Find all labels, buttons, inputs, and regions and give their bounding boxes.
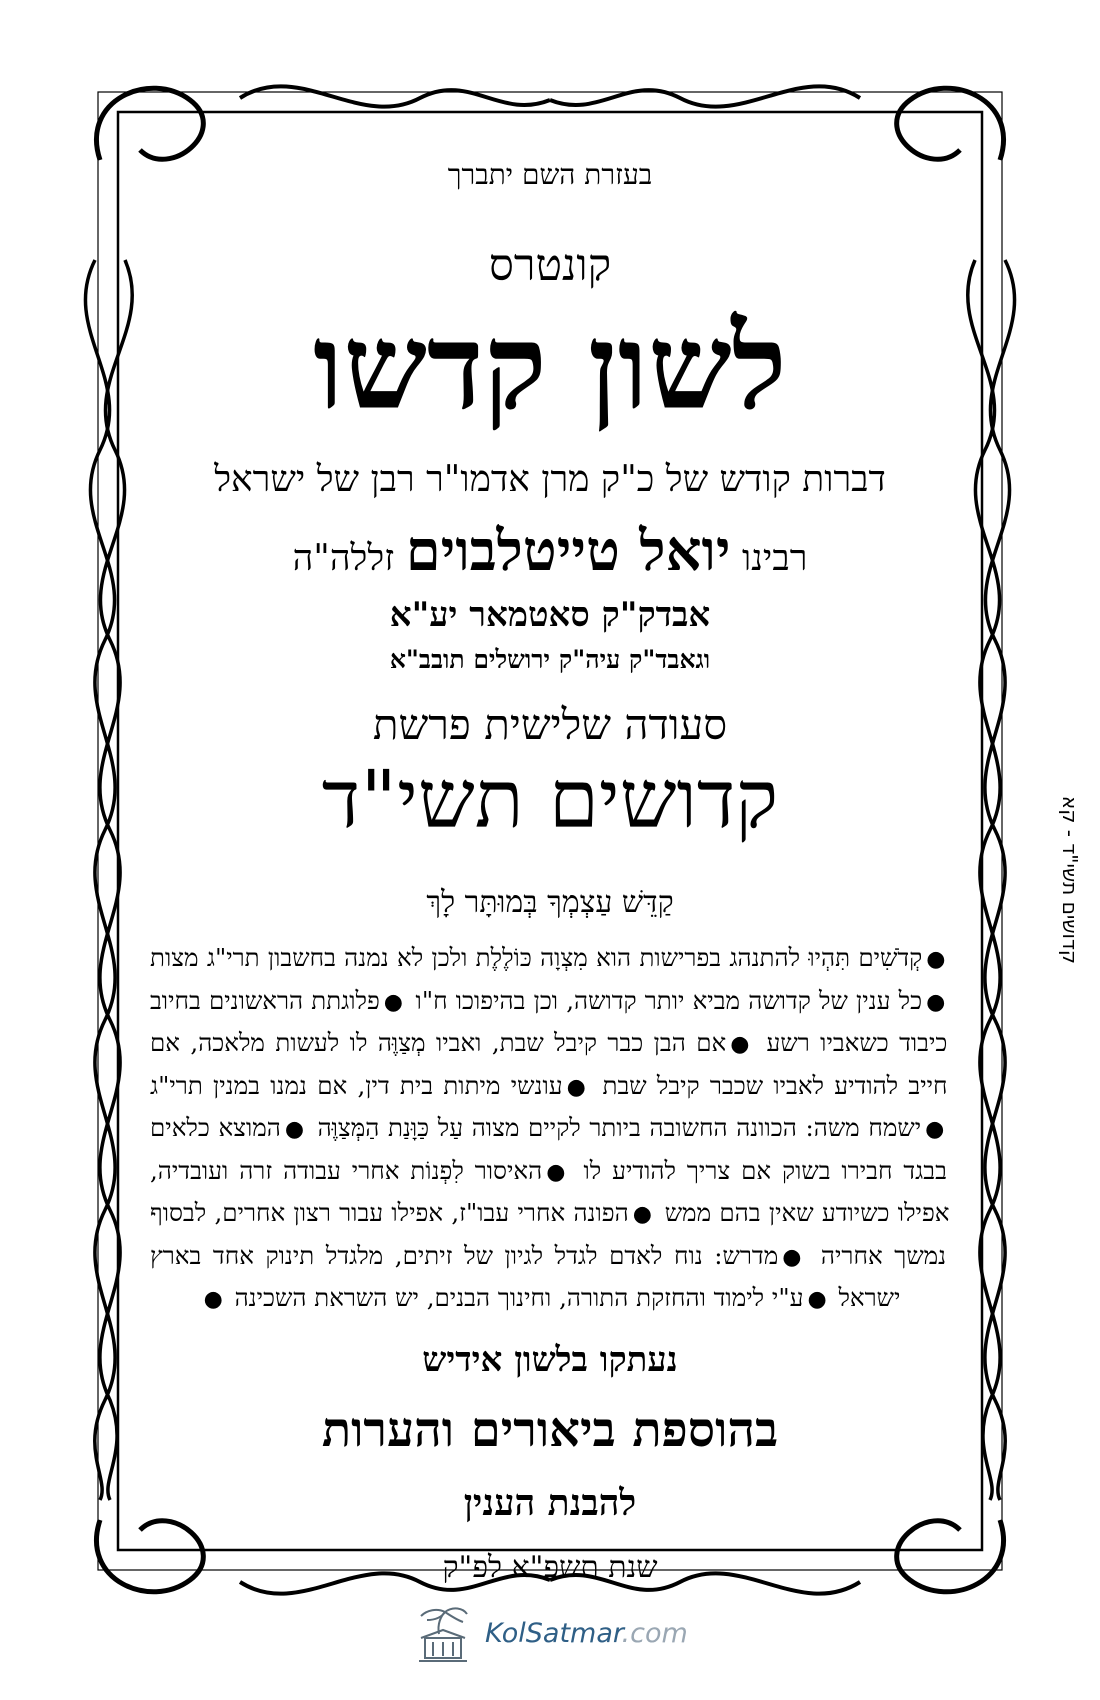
summary-item: מדרש: נוח לאדם לגדל לגיון של זיתים, מלגדל תינוק אחד בארץ ישראל xyxy=(150,1240,901,1312)
palm-tree-building-icon xyxy=(415,1606,471,1666)
author-descriptor: דברות קודש של כ"ק מרן אדמו"ר רבן של ישראל xyxy=(214,459,886,500)
summary-paragraph xyxy=(150,938,950,1321)
summary-item: קְדֹשִׁים תִּהְיוּ להתנהג בפרישות הוא מִצְוָה כּוֹלֶלֶת ולכן לא נמנה בחשבון תרי"ג מצות xyxy=(150,943,923,972)
occasion-line: סעודה שלישית פרשת xyxy=(372,700,728,749)
bullet-icon: ● xyxy=(925,1117,946,1142)
translation-note: נעתקו בלשון אידיש xyxy=(422,1340,678,1380)
top-dedication: בעזרת השם יתברך xyxy=(447,158,653,191)
bullet-icon: ● xyxy=(926,989,946,1015)
title-page xyxy=(150,140,950,1585)
main-title: לשון קדשו xyxy=(313,297,787,436)
author-suffix: זללה"ה xyxy=(292,538,395,579)
bullet-icon: ● xyxy=(782,1244,806,1270)
author-prefix: רבינו xyxy=(742,538,808,579)
site-logo[interactable] xyxy=(415,1606,725,1666)
publication-year: שנת תשפ"א לפ"ק xyxy=(442,1550,658,1585)
summary-item: ע"י לימוד והחזקת התורה, וחינוך הבנים, יש השראת השכינה xyxy=(234,1283,804,1312)
author-title: אבדק"ק סאטמאר יע"א xyxy=(389,595,711,635)
site-name-tld: .com xyxy=(621,1618,688,1649)
bullet-icon: ● xyxy=(566,1074,589,1100)
site-name-main: KolSatmar xyxy=(485,1618,622,1649)
summary-item: הפונה אחרי עבו"ז, אפילו עבור רצון אחרים, לבסוף נמשך אחריה xyxy=(150,1198,947,1270)
bullet-icon: ● xyxy=(546,1159,569,1185)
author-name: יואל טייטלבוים xyxy=(405,518,731,584)
author-name-line xyxy=(150,518,950,584)
bullet-icon: ● xyxy=(383,989,404,1015)
site-name xyxy=(485,1618,688,1649)
summary-item: ישמח משה: הכוונה החשובה ביותר לקיים מצוה עַל כַּוָּנַת הַמְּצַוֶּה xyxy=(317,1113,922,1142)
additions-note: בהוספת ביאורים והערות xyxy=(321,1402,779,1458)
summary-item: המוצא כלאים בבגד חבירו בשוק אם צריך להודיע לו xyxy=(150,1113,947,1185)
summary-item: עונשי מיתות בית דין, אם נמנו במנין תרי"ג xyxy=(150,1070,563,1100)
bullet-icon: ● xyxy=(730,1032,753,1057)
bullet-icon: ● xyxy=(926,947,946,972)
kuntres-label: קונטרס xyxy=(488,240,612,291)
summary-item: פלוגתת הראשונים בחיוב כיבוד כשאביו רשע xyxy=(150,985,948,1057)
bullet-icon: ● xyxy=(284,1117,305,1142)
purpose-note: להבנת הענין xyxy=(463,1482,637,1524)
bullet-icon: ● xyxy=(807,1287,827,1312)
author-title-secondary: וגאבד"ק עיה"ק ירושלים תובב"א xyxy=(389,645,711,674)
summary-item: אם הבן כבר קיבל שבת, ואביו מְצַוֶּה לו לעשות מלאכה, אם חייב להודיע לאביו שכבר קיבל שבת xyxy=(150,1028,948,1100)
side-running-head: קדושים תשי"ד - קא xyxy=(1058,795,1082,965)
summary-item: האיסור לִפְנוֹת אחרי עבודה זרה ועובדיה, אפילו כשיודע שאין בהם ממש xyxy=(150,1155,950,1227)
subtitle: קַדֵּשׁ עַצְמְךָ בְּמוּתָּר לָךְ xyxy=(426,885,674,920)
bullet-icon: ● xyxy=(203,1287,223,1312)
parsha-year: קדושים תשי"ד xyxy=(321,753,779,846)
summary-item: כל ענין של קדושה מביא יותר קדושה, וכן בהיפוכו ח"ו xyxy=(415,985,923,1015)
bullet-icon: ● xyxy=(632,1202,653,1227)
